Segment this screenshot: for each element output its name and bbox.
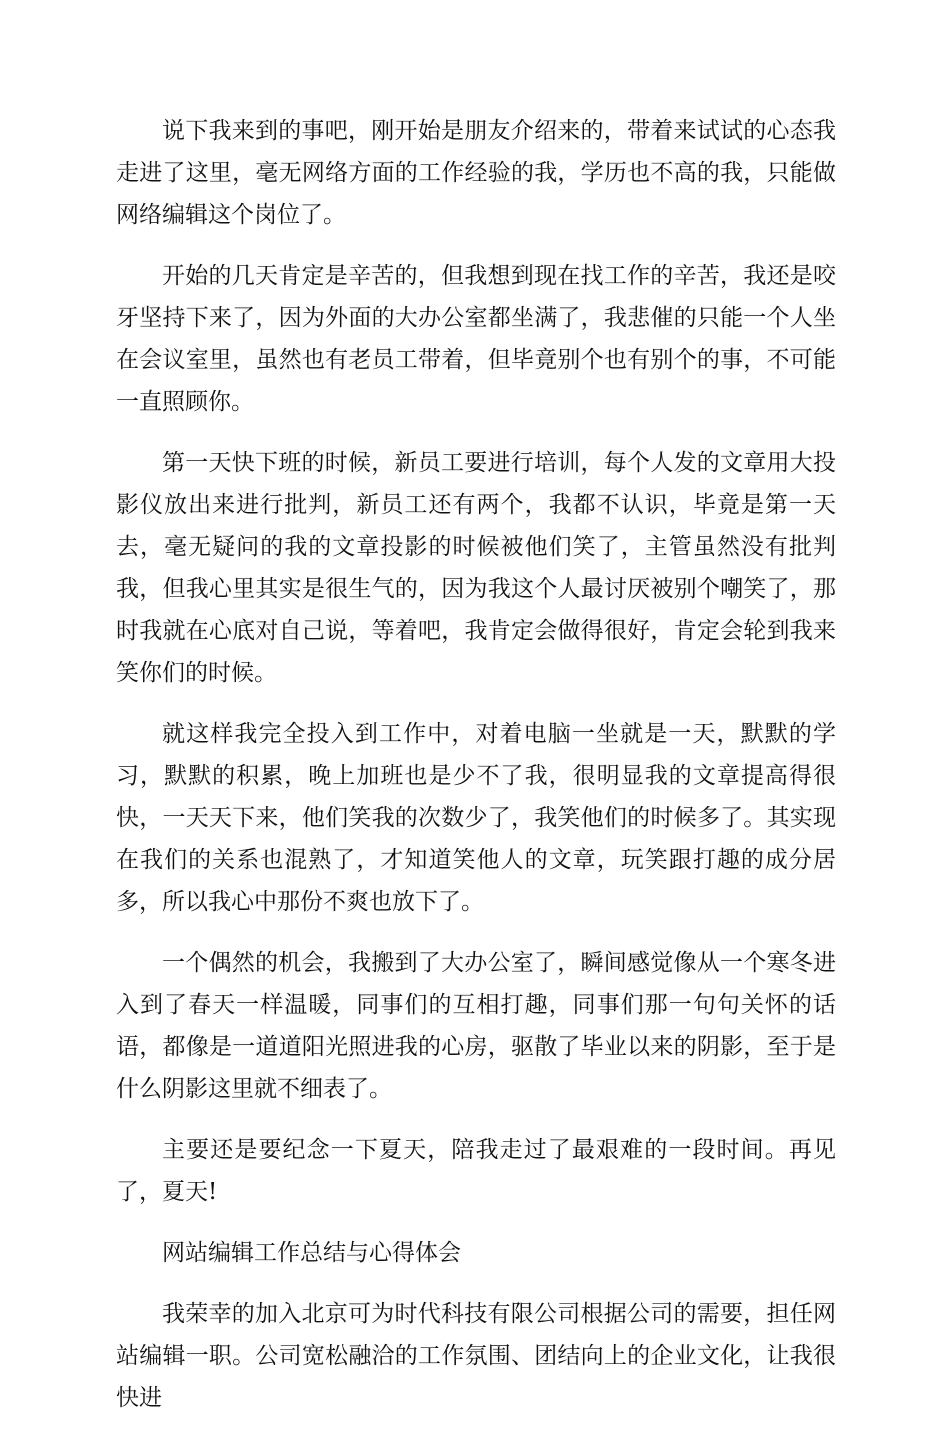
paragraph-joining-company: 我荣幸的加入北京可为时代科技有限公司根据公司的需要，担任网站编辑一职。公司宽松融洽的工作氛围、团结向上的企业文化，让我很快进 xyxy=(116,1301,836,1411)
document-body xyxy=(116,110,836,1438)
paragraph-farewell-summer: 主要还是要纪念一下夏天，陪我走过了最艰难的一段时间。再见了，夏天! xyxy=(116,1137,836,1205)
paragraph-first-training: 第一天快下班的时候，新员工要进行培训，每个人发的文章用大投影仪放出来进行批判，新员工还有两个，我都不认识，毕竟是第一天去，毫无疑问的我的文章投影的时候被他们笑了，主管虽然没有批判我，但我心里其实是很生气的，因为我这个人最讨厌被别个嘲笑了，那时我就在心底对自己说，等着吧，我肯定会做得很好，肯定会轮到我来笑你们的时候。 xyxy=(116,450,836,686)
section-heading: 网站编辑工作总结与心得体会 xyxy=(162,1240,461,1266)
paragraph-big-office: 一个偶然的机会，我搬到了大办公室了，瞬间感觉像从一个寒冬进入到了春天一样温暖，同事们的互相打趣，同事们那一句句关怀的话语，都像是一道道阳光照进我的心房，驱散了毕业以来的阴影，至于是什么阴影这里就不细表了。 xyxy=(116,950,836,1102)
paragraph-hard-work: 就这样我完全投入到工作中，对着电脑一坐就是一天，默默的学习，默默的积累，晚上加班也是少不了我，很明显我的文章提高得很快，一天天下来，他们笑我的次数少了，我笑他们的时候多了。其实现在我们的关系也混熟了，才知道笑他人的文章，玩笑跟打趣的成分居多，所以我心中那份不爽也放下了。 xyxy=(116,721,836,915)
paragraph-arrival: 说下我来到的事吧，刚开始是朋友介绍来的，带着来试试的心态我走进了这里，毫无网络方面的工作经验的我，学历也不高的我，只能做网络编辑这个岗位了。 xyxy=(116,118,836,228)
paragraph-first-days: 开始的几天肯定是辛苦的，但我想到现在找工作的辛苦，我还是咬牙坚持下来了，因为外面的大办公室都坐满了，我悲催的只能一个人坐在会议室里，虽然也有老员工带着，但毕竟别个也有别个的事，不可能一直照顾你。 xyxy=(116,263,836,415)
